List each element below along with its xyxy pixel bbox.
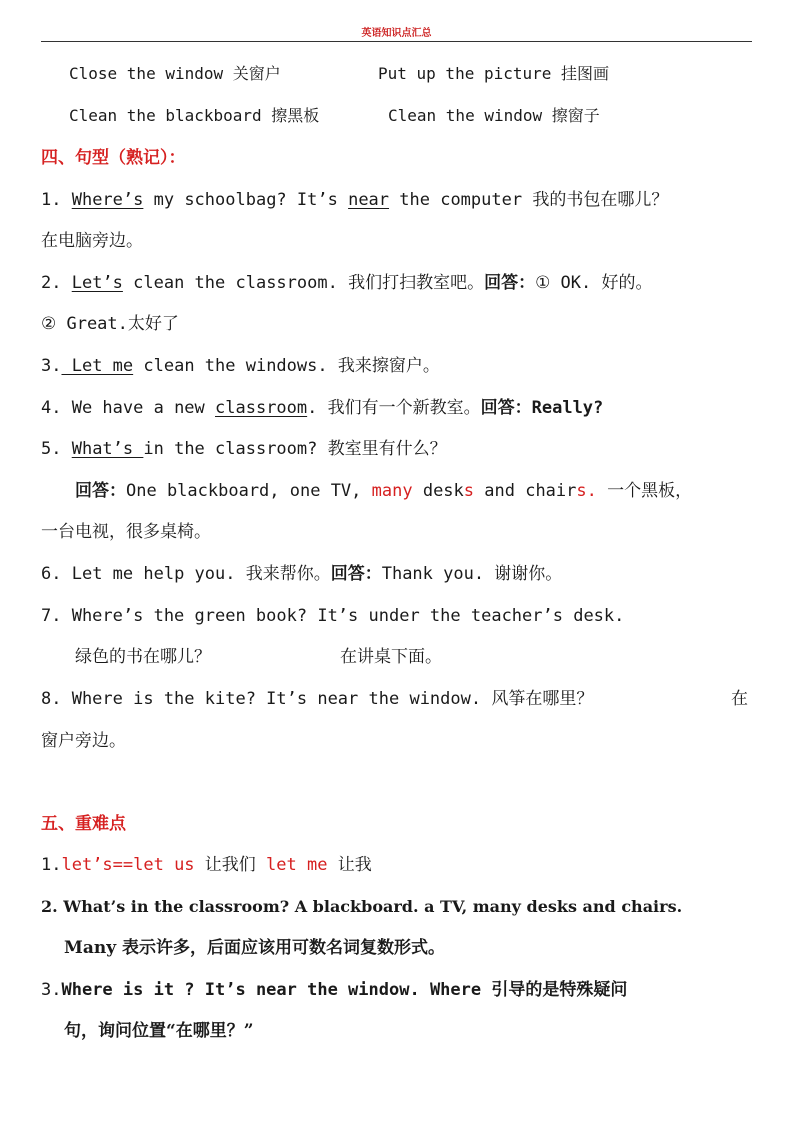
point-3 xyxy=(41,979,627,1001)
answer-label: 回答： xyxy=(330,564,382,584)
highlight-plural-suffix: s. xyxy=(576,481,597,501)
sentence-5-continuation: 一台电视，很多桌椅。 xyxy=(41,522,211,542)
point-text: Where is it ? It’s near the window. Where 引导的是特殊疑问 xyxy=(61,980,628,1000)
answer-label: 回答： xyxy=(75,481,126,501)
answer-text: One blackboard, one TV, xyxy=(126,481,372,501)
point-text: 让我 xyxy=(327,855,372,875)
sentence-8-continuation: 窗户旁边。 xyxy=(41,731,126,751)
answer-text: Really? xyxy=(531,398,604,418)
section-4-heading: 四、句型（熟记）： xyxy=(41,148,186,168)
point-2-continuation: Many 表示许多，后面应该用可数名词复数形式。 xyxy=(64,938,445,958)
sentence-1 xyxy=(41,189,668,211)
answer-text: and chair xyxy=(474,481,577,501)
highlight-phrase: let’s==let us xyxy=(61,855,195,875)
sentence-5 xyxy=(41,438,447,460)
point-2: 2. What’s in the classroom? A blackboard. a TV, many desks and chairs. xyxy=(41,897,683,916)
point-1 xyxy=(41,854,372,876)
page-header: 英语知识点汇总 xyxy=(361,28,432,39)
vocab-put-up-picture: Put up the picture 挂图画 xyxy=(378,64,610,83)
sentence-text: Let me help you. 我来帮你。 xyxy=(71,564,331,584)
sentence-1-continuation: 在电脑旁边。 xyxy=(41,231,143,251)
sentence-text: clean the windows. 我来擦窗户。 xyxy=(133,356,440,376)
sentence-text: . 我们有一个新教室。 xyxy=(307,398,481,418)
sentence-6 xyxy=(41,563,562,585)
highlight-plural-suffix: s xyxy=(463,481,475,501)
sentence-3 xyxy=(41,355,440,377)
point-3-continuation: 句，询问位置“在哪里？” xyxy=(64,1021,254,1041)
sentence-text: Thank you. 谢谢你。 xyxy=(381,564,563,584)
sentence-5-answer xyxy=(75,480,692,502)
underlined-phrase: near xyxy=(348,190,390,210)
sentence-number: 1. xyxy=(41,190,72,210)
sentence-2 xyxy=(41,272,653,294)
vocab-clean-blackboard: Clean the blackboard 擦黑板 xyxy=(69,106,320,125)
answer-label: 回答： xyxy=(484,273,536,293)
highlight-word: many xyxy=(371,481,413,501)
sentence-4 xyxy=(41,397,603,419)
section-5-heading: 五、重难点 xyxy=(41,814,126,834)
sentence-text: We have a new xyxy=(71,398,216,418)
underlined-phrase: What’s xyxy=(71,439,144,459)
vocab-clean-window: Clean the window 擦窗子 xyxy=(388,106,600,125)
underlined-phrase: Let me xyxy=(61,356,134,376)
sentence-text: the computer 我的书包在哪儿？ xyxy=(389,190,669,210)
point-number: 3. xyxy=(41,980,62,1000)
sentence-2-continuation: ② Great.太好了 xyxy=(41,314,179,334)
sentence-number: 5. xyxy=(41,439,72,459)
answer-text: desk xyxy=(412,481,464,501)
answer-label: 回答： xyxy=(480,398,532,418)
sentence-text: in the classroom? 教室里有什么？ xyxy=(143,439,447,459)
answer-text: 一个黑板， xyxy=(596,481,693,501)
underlined-phrase: Let’s xyxy=(71,273,123,293)
point-number: 1. xyxy=(41,855,62,875)
sentence-7: 7. Where’s the green book? It’s under the teacher’s desk. xyxy=(41,606,625,626)
underlined-phrase: Where’s xyxy=(71,190,144,210)
sentence-7-translation-question: 绿色的书在哪儿？ xyxy=(75,647,211,667)
point-text: 让我们 xyxy=(194,855,267,875)
sentence-number: 2. xyxy=(41,273,72,293)
highlight-phrase: let me xyxy=(266,855,328,875)
sentence-8-tail: 在 xyxy=(731,689,748,709)
sentence-7-translation-answer: 在讲桌下面。 xyxy=(340,647,442,667)
sentence-number: 6. xyxy=(41,564,72,584)
sentence-number: 4. xyxy=(41,398,72,418)
underlined-phrase: classroom xyxy=(215,398,308,418)
sentence-number: 3. xyxy=(41,356,62,376)
sentence-8: 8. Where is the kite? It’s near the window. 风筝在哪里？ xyxy=(41,689,594,709)
sentence-text: clean the classroom. 我们打扫教室吧。 xyxy=(122,273,485,293)
sentence-text: my schoolbag? It’s xyxy=(143,190,349,210)
sentence-text: ① OK. 好的。 xyxy=(535,273,653,293)
header-divider xyxy=(41,41,752,42)
vocab-close-window: Close the window 关窗户 xyxy=(69,64,281,83)
